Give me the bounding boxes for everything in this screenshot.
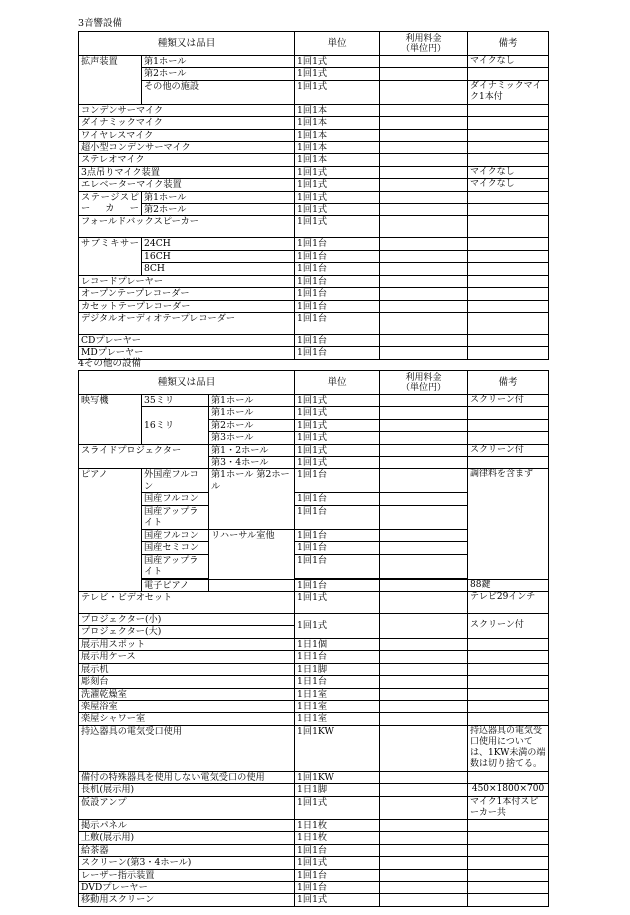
row-label: 超小型コンデンサーマイク: [79, 142, 295, 154]
header-fee: 利用料金 （単位円）: [380, 32, 468, 56]
section-title-other: 4その他の設備: [78, 358, 142, 369]
note-cell: スクリーン付: [468, 444, 549, 456]
note-cell: マイクなし: [468, 179, 549, 191]
row-sub: 電子ピアノ: [142, 579, 209, 591]
note-cell: ダイナミックマイク1本付: [468, 80, 549, 104]
other-equipment-table: [78, 370, 549, 907]
unit-cell: 1回1台: [295, 844, 380, 856]
row-label: サブミキサー: [79, 238, 142, 275]
unit-cell: 1回1式: [295, 796, 380, 819]
row-sub: 24CH: [142, 238, 295, 250]
unit-cell: 1回1式: [295, 894, 380, 906]
unit-cell: 1日1台: [295, 676, 380, 688]
row-label: ステレオマイク: [79, 154, 295, 166]
row-label: 3点吊りマイク装置: [79, 166, 295, 178]
unit-cell: 1日1室: [295, 700, 380, 712]
unit-cell: 1回1本: [295, 142, 380, 154]
row-label: 仮設アンプ: [79, 796, 295, 819]
row-label: ワイヤレスマイク: [79, 129, 295, 141]
unit-cell: 1回1式: [295, 204, 380, 216]
row-label: 掲示パネル: [79, 819, 295, 831]
row-label: フォールドバックスピーカー: [79, 216, 295, 238]
row-sub: 国産フルコン: [142, 493, 209, 505]
unit-cell: 1回1台: [295, 347, 380, 359]
row-label: 長机(展示用): [79, 784, 295, 796]
row-label: 洗濯乾燥室: [79, 688, 295, 700]
unit-cell: 1日1個: [295, 638, 380, 650]
row-label: 移動用スクリーン: [79, 894, 295, 906]
unit-cell: 1回1式: [295, 407, 380, 419]
note-cell: テレビ29インチ: [468, 592, 549, 614]
row-label: ダイナミックマイク: [79, 117, 295, 129]
row-label: レーザー指示装置: [79, 869, 295, 881]
row-sub2: 第1・2ホール: [209, 444, 295, 456]
unit-cell: 1回1台: [295, 493, 380, 505]
row-label: プロジェクター(大): [79, 626, 295, 638]
row-label: 楽屋シャワー室: [79, 713, 295, 725]
row-sub2: 第1ホール: [209, 395, 295, 407]
row-sub: 国産フルコン: [142, 529, 209, 541]
unit-cell: 1日1室: [295, 688, 380, 700]
row-label: コンデンサーマイク: [79, 104, 295, 116]
row-sub2: リハーサル室他: [209, 529, 295, 579]
section-title-sound: 3音響設備: [78, 18, 123, 29]
row-label: 持込器具の電気受口使用: [79, 725, 295, 771]
row-label: 上敷(展示用): [79, 832, 295, 844]
unit-cell: 1回1台: [295, 334, 380, 346]
unit-cell: 1回1本: [295, 129, 380, 141]
header-fee: 利用料金 （単位円）: [380, 371, 468, 395]
header-unit: 単位: [295, 32, 380, 56]
row-sub: 第1ホール: [142, 191, 295, 203]
row-label: 展示用ケース: [79, 651, 295, 663]
note-cell: 450×1800×700: [468, 784, 549, 796]
unit-cell: 1回1式: [295, 56, 380, 68]
unit-cell: 1日1枚: [295, 832, 380, 844]
unit-cell: 1回1台: [295, 238, 380, 250]
row-sub2: 第2ホール: [209, 419, 295, 431]
row-sub: 16CH: [142, 250, 295, 262]
row-label: MDプレーヤー: [79, 347, 295, 359]
unit-cell: 1回1台: [295, 288, 380, 300]
unit-cell: 1回1台: [295, 554, 380, 578]
row-label: DVDプレーヤー: [79, 881, 295, 893]
row-label: CDプレーヤー: [79, 334, 295, 346]
row-label: エレベーターマイク装置: [79, 179, 295, 191]
unit-cell: 1回1本: [295, 104, 380, 116]
row-sub2: 第3・4ホール: [209, 457, 295, 469]
row-sub: 35ミリ: [142, 395, 209, 407]
row-sub2: 第3ホール: [209, 432, 295, 444]
unit-cell: 1回1式: [295, 80, 380, 104]
row-label: スクリーン(第3・4ホール): [79, 857, 295, 869]
note-cell: 持込器具の電気受口使用については、1KW未満の端数は切り捨てる。: [468, 725, 549, 771]
row-label: ピアノ: [79, 469, 142, 592]
header-item: 種類又は品目: [79, 371, 295, 395]
row-sub: 国産アップライト: [142, 505, 209, 529]
row-label: 給茶器: [79, 844, 295, 856]
note-cell: 88鍵: [468, 579, 549, 591]
unit-cell: 1回1式: [295, 191, 380, 203]
row-sub: 16ミリ: [142, 407, 209, 444]
row-sub: その他の施設: [142, 80, 295, 104]
row-label: プロジェクター(小): [79, 614, 295, 626]
row-label: デジタルオーディオテープレコーダー: [79, 312, 295, 334]
row-label: レコードプレーヤー: [79, 275, 295, 287]
unit-cell: 1回1台: [295, 505, 380, 529]
unit-cell: 1回1式: [295, 592, 380, 614]
row-sub: 第1ホール: [142, 56, 295, 68]
row-label: スライドプロジェクター: [79, 444, 209, 469]
note-cell: マイクなし: [468, 166, 549, 178]
fee-cell: [380, 56, 468, 68]
unit-cell: 1回1台: [295, 250, 380, 262]
unit-cell: 1回1本: [295, 154, 380, 166]
unit-cell: 1日1室: [295, 713, 380, 725]
row-sub: 国産セミコン: [142, 542, 209, 554]
unit-cell: 1回1式: [295, 68, 380, 80]
row-label: 備付の特殊器具を使用しない電気受口の使用: [79, 771, 295, 783]
unit-cell: 1日1台: [295, 651, 380, 663]
unit-cell: 1回1台: [295, 300, 380, 312]
row-label: 拡声装置: [79, 56, 142, 105]
row-label: カセットテープレコーダー: [79, 300, 295, 312]
row-sub: 8CH: [142, 263, 295, 275]
note-cell: マイクなし: [468, 56, 549, 68]
unit-cell: 1回1式: [295, 395, 380, 407]
row-sub: 第2ホール: [142, 68, 295, 80]
note-cell: スクリーン付: [468, 395, 549, 407]
header-note: 備考: [468, 371, 549, 395]
row-label: 楽屋浴室: [79, 700, 295, 712]
unit-cell: 1回1本: [295, 117, 380, 129]
unit-cell: 1回1式: [295, 614, 380, 639]
row-sub: 国産アップライト: [142, 554, 209, 578]
row-label: オープンテープレコーダー: [79, 288, 295, 300]
unit-cell: 1回1式: [295, 432, 380, 444]
unit-cell: 1日1枚: [295, 819, 380, 831]
note-cell: マイク1本付スピーカー共: [468, 796, 549, 819]
unit-cell: 1回1台: [295, 869, 380, 881]
row-label: ステージスピーカー: [79, 191, 142, 216]
row-label: テレビ・ビデオセット: [79, 592, 295, 614]
header-note: 備考: [468, 32, 549, 56]
unit-cell: 1回1台: [295, 881, 380, 893]
unit-cell: 1回1式: [295, 166, 380, 178]
header-unit: 単位: [295, 371, 380, 395]
row-sub2: 第1ホール: [209, 407, 295, 419]
unit-cell: 1回1式: [295, 216, 380, 238]
unit-cell: 1回1台: [295, 579, 380, 591]
row-sub2: 第1ホール 第2ホール: [209, 469, 295, 529]
unit-cell: 1回1台: [295, 312, 380, 334]
unit-cell: 1回1式: [295, 857, 380, 869]
unit-cell: 1日1脚: [295, 663, 380, 675]
unit-cell: 1回1式: [295, 457, 380, 469]
unit-cell: 1回1式: [295, 179, 380, 191]
unit-cell: 1回1式: [295, 419, 380, 431]
unit-cell: 1回1台: [295, 542, 380, 554]
row-sub: 外国産フルコン: [142, 469, 209, 493]
unit-cell: 1回1台: [295, 263, 380, 275]
note-cell: 調律料を含まず: [468, 469, 549, 579]
unit-cell: 1回1KW: [295, 771, 380, 783]
unit-cell: 1回1台: [295, 469, 380, 493]
row-sub: 第2ホール: [142, 204, 295, 216]
unit-cell: 1回1KW: [295, 725, 380, 771]
sound-equipment-table: [78, 31, 549, 360]
unit-cell: 1回1台: [295, 529, 380, 541]
row-label: 展示机: [79, 663, 295, 675]
unit-cell: 1回1式: [295, 444, 380, 456]
row-label: 映写機: [79, 395, 142, 445]
header-item: 種類又は品目: [79, 32, 295, 56]
unit-cell: 1回1台: [295, 275, 380, 287]
row-label: 展示用スポット: [79, 638, 295, 650]
note-cell: スクリーン付: [468, 614, 549, 639]
row-label: 彫刻台: [79, 676, 295, 688]
unit-cell: 1日1脚: [295, 784, 380, 796]
